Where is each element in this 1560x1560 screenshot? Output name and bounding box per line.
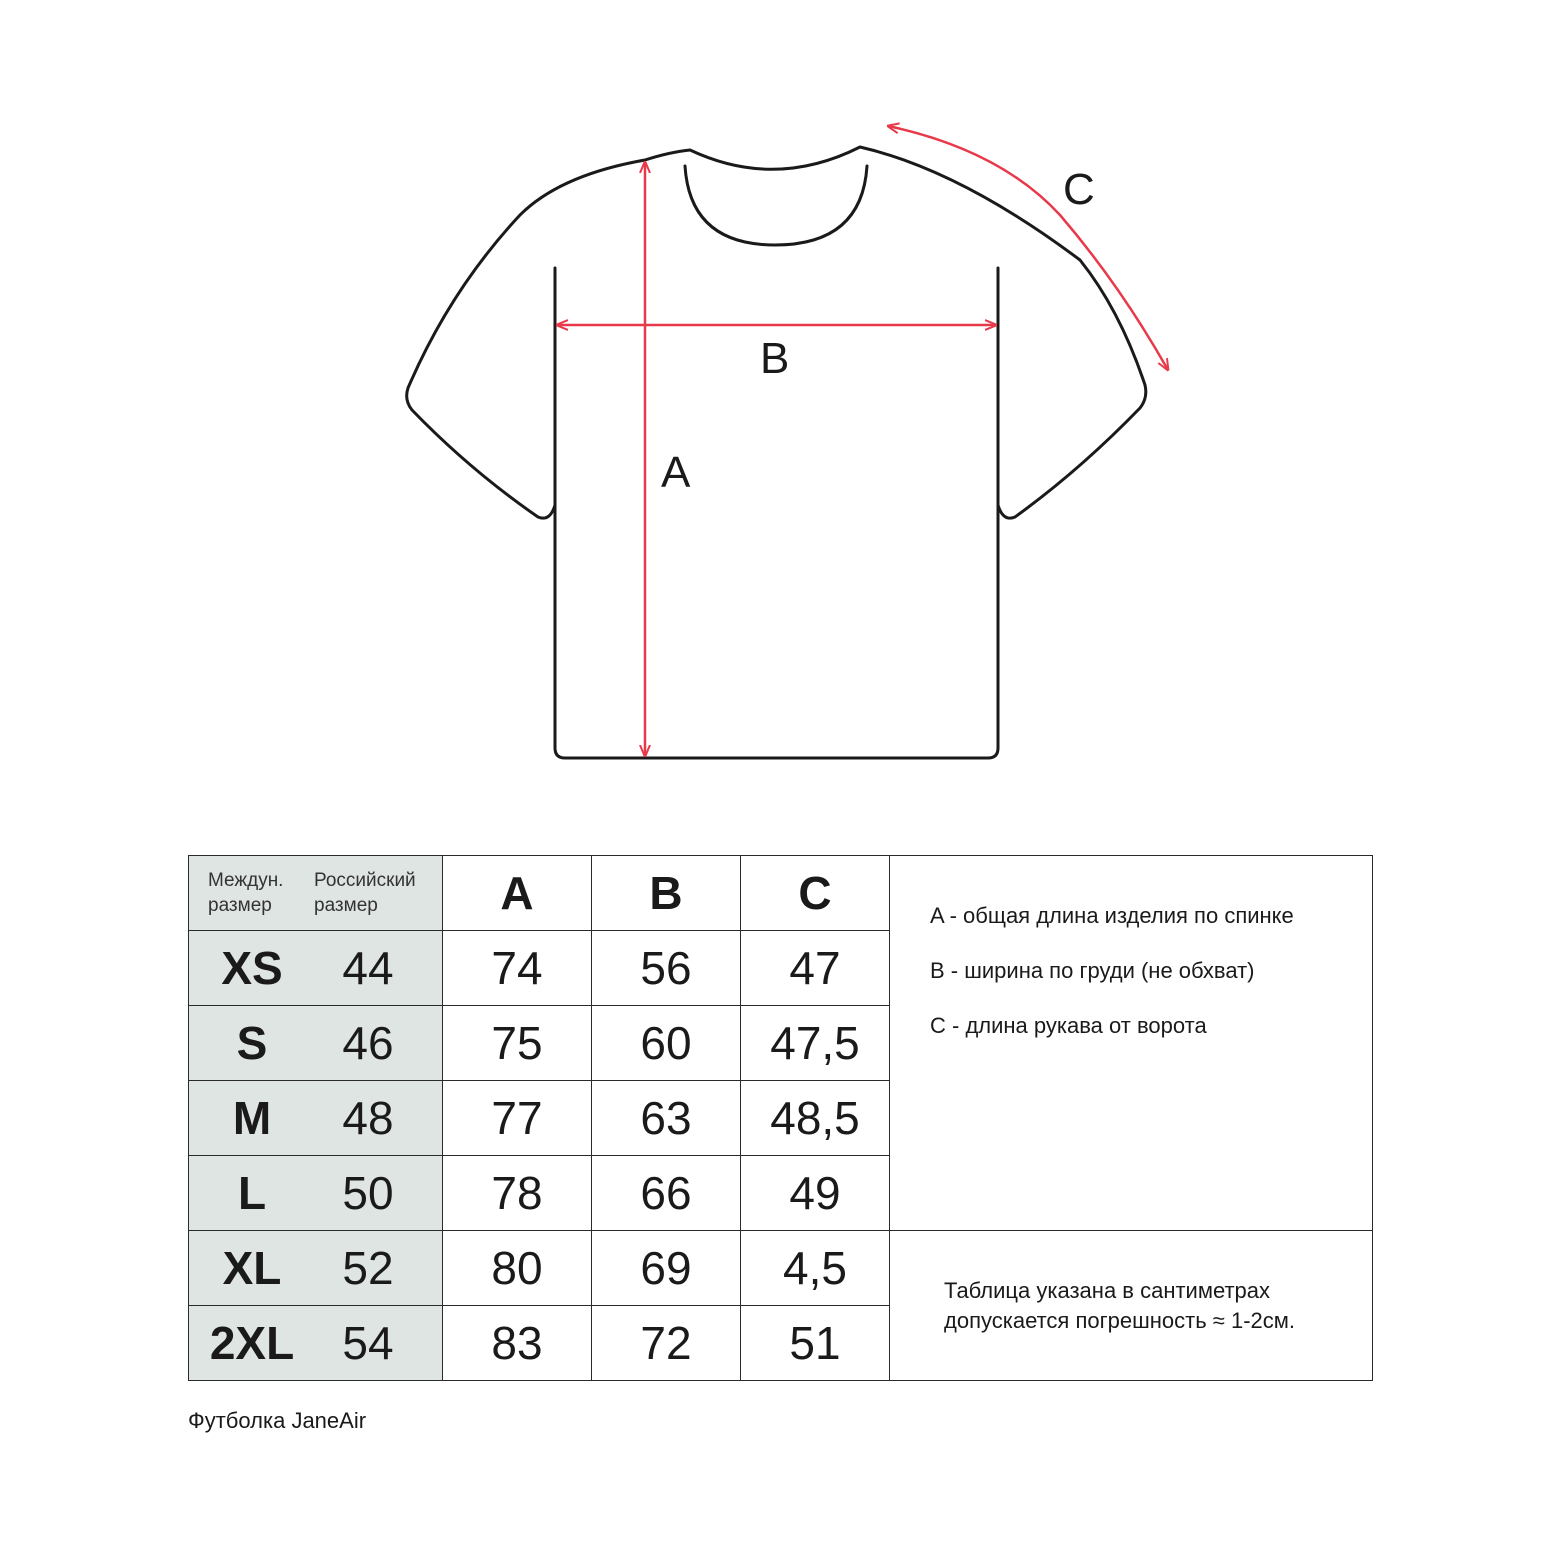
col-header-c: C bbox=[741, 856, 890, 931]
size-cell bbox=[189, 1231, 443, 1306]
legend-c: C - длина рукава от ворота bbox=[930, 1013, 1207, 1038]
value-b: 72 bbox=[592, 1306, 741, 1381]
value-a: 80 bbox=[443, 1231, 592, 1306]
value-b: 66 bbox=[592, 1156, 741, 1231]
size-cell bbox=[189, 1006, 443, 1081]
size-header-cell bbox=[189, 856, 443, 931]
ru-size: 54 bbox=[342, 1317, 394, 1369]
tshirt-outline bbox=[407, 147, 1146, 758]
legend-cell bbox=[890, 856, 1373, 1231]
value-c: 48,5 bbox=[741, 1081, 890, 1156]
col-header-a: A bbox=[443, 856, 592, 931]
ru-size: 46 bbox=[342, 1017, 394, 1069]
size-cell bbox=[189, 1081, 443, 1156]
value-a: 74 bbox=[443, 931, 592, 1006]
ru-size: 52 bbox=[342, 1242, 394, 1294]
value-a: 78 bbox=[443, 1156, 592, 1231]
ru-size: 44 bbox=[342, 942, 394, 994]
table-header-row bbox=[189, 856, 1373, 931]
note-line-2: допускается погрешность ≈ 1-2см. bbox=[944, 1307, 1295, 1333]
col-header-b: B bbox=[592, 856, 741, 931]
label-b: B bbox=[760, 334, 790, 383]
intl-size-header: Междун. размер bbox=[208, 870, 284, 916]
size-cell bbox=[189, 1306, 443, 1381]
note-cell bbox=[890, 1231, 1373, 1381]
ru-size: 48 bbox=[342, 1092, 394, 1144]
intl-size: XL bbox=[222, 1242, 282, 1294]
ru-size-header: Российский размер bbox=[314, 870, 416, 916]
value-a: 75 bbox=[443, 1006, 592, 1081]
ru-size: 50 bbox=[342, 1167, 394, 1219]
value-a: 77 bbox=[443, 1081, 592, 1156]
intl-size: L bbox=[237, 1167, 267, 1219]
table-row bbox=[189, 1231, 1373, 1306]
value-b: 56 bbox=[592, 931, 741, 1006]
value-c: 47,5 bbox=[741, 1006, 890, 1081]
label-a: A bbox=[661, 448, 691, 497]
intl-size: M bbox=[232, 1092, 272, 1144]
size-table bbox=[188, 855, 1373, 1381]
value-b: 60 bbox=[592, 1006, 741, 1081]
product-caption: Футболка JaneAir bbox=[188, 1408, 367, 1433]
neckline bbox=[685, 166, 867, 245]
label-c: C bbox=[1063, 165, 1095, 214]
value-c: 51 bbox=[741, 1306, 890, 1381]
intl-size: S bbox=[236, 1017, 268, 1069]
size-cell bbox=[189, 931, 443, 1006]
intl-size: 2XL bbox=[209, 1317, 295, 1369]
legend-a: A - общая длина изделия по спинке bbox=[930, 903, 1294, 928]
value-a: 83 bbox=[443, 1306, 592, 1381]
note-line-1: Таблица указана в сантиметрах bbox=[944, 1277, 1271, 1303]
intl-size: XS bbox=[221, 942, 283, 994]
legend-b: B - ширина по груди (не обхват) bbox=[930, 958, 1255, 983]
value-b: 63 bbox=[592, 1081, 741, 1156]
value-c: 49 bbox=[741, 1156, 890, 1231]
size-cell bbox=[189, 1156, 443, 1231]
value-c: 4,5 bbox=[741, 1231, 890, 1306]
value-c: 47 bbox=[741, 931, 890, 1006]
value-b: 69 bbox=[592, 1231, 741, 1306]
